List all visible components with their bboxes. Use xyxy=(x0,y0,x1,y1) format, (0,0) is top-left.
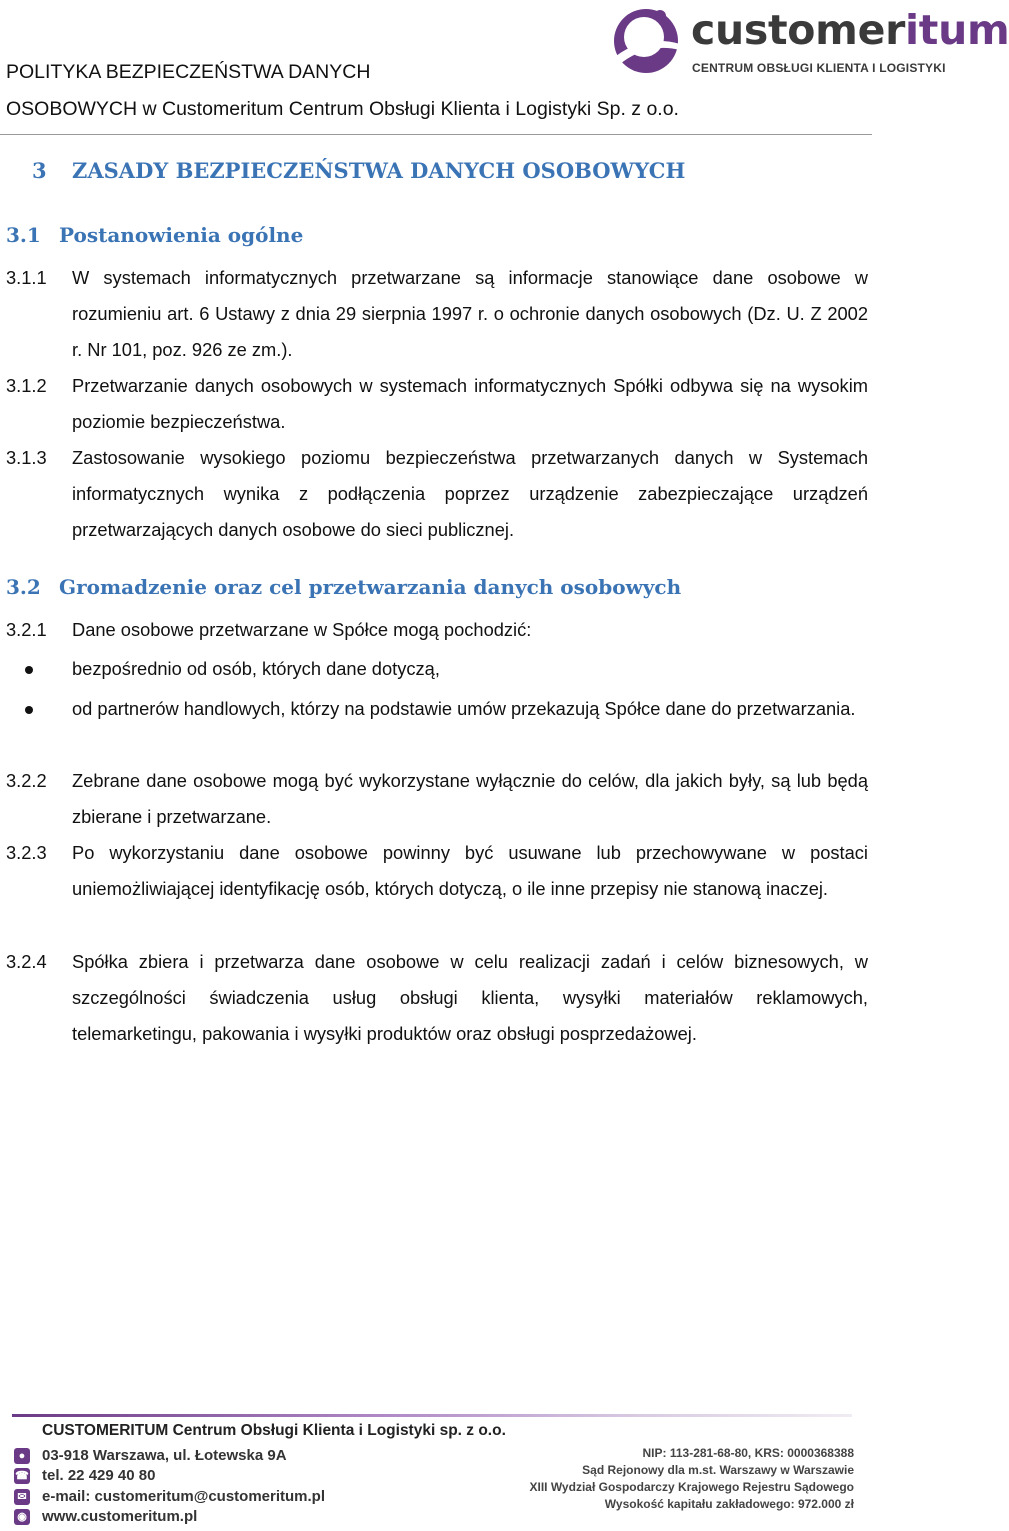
document-title-line2: OSOBOWYCH w Customeritum Centrum Obsługi Klienta i Logistyki Sp. z o.o. xyxy=(6,98,679,120)
mail-icon: ✉ xyxy=(14,1489,30,1505)
footer-share-capital: Wysokość kapitału zakładowego: 972.000 zł xyxy=(604,1497,854,1511)
subsection-number: 3.1 xyxy=(6,223,41,247)
section-3-1-heading xyxy=(6,223,303,247)
footer-court: Sąd Rejonowy dla m.st. Warszawy w Warszawie xyxy=(582,1463,854,1477)
list-item-text: od partnerów handlowych, którzy na podstawie umów przekazują Spółce dane do przetwarzania. xyxy=(72,698,856,719)
document-title-line1: POLITYKA BEZPIECZEŃSTWA DANYCH xyxy=(6,61,371,83)
location-pin-icon: ● xyxy=(14,1448,30,1464)
section-3-heading xyxy=(32,158,685,183)
paragraph-number: 3.2.2 xyxy=(6,770,47,791)
paragraph-number: 3.1.2 xyxy=(6,375,47,396)
logo-word-accent: itum xyxy=(905,6,1009,54)
logo-word-main: customer xyxy=(691,6,906,54)
paragraph-number: 3.1.1 xyxy=(6,267,47,288)
paragraph-text: Spółka zbiera i przetwarza dane osobowe w celu realizacji zadań i celów biznesowych, w szczególności świadczenia usług obsługi klienta, wysyłki materiałów reklamowych, telemarketingu, pakowania i wysyłki produktów oraz obsługi posprzedażowej. xyxy=(72,951,868,1044)
subsection-number: 3.2 xyxy=(6,575,41,599)
list-item-text: bezpośrednio od osób, których dane dotyczą, xyxy=(72,658,440,679)
paragraph-number: 3.2.3 xyxy=(6,842,47,863)
bullet-icon xyxy=(25,666,33,674)
section-title: ZASADY BEZPIECZEŃSTWA DANYCH OSOBOWYCH xyxy=(72,158,686,183)
logo-subtitle: CENTRUM OBSŁUGI KLIENTA I LOGISTYKI xyxy=(692,61,946,75)
section-number: 3 xyxy=(32,158,47,183)
footer-address: 03-918 Warszawa, ul. Łotewska 9A xyxy=(42,1447,287,1464)
subsection-title: Postanowienia ogólne xyxy=(59,223,304,247)
subsection-title: Gromadzenie oraz cel przetwarzania danych osobowych xyxy=(59,575,682,599)
paragraph-text: Zebrane dane osobowe mogą być wykorzystane wyłącznie do celów, dla jakich były, są lub będą zbierane i przetwarzane. xyxy=(72,770,868,827)
globe-icon: ◉ xyxy=(14,1509,30,1525)
section-3-2-heading xyxy=(6,575,681,599)
footer-website[interactable]: www.customeritum.pl xyxy=(42,1508,198,1525)
bullet-icon xyxy=(25,706,33,714)
logo-wordmark xyxy=(691,6,1009,54)
footer-divider xyxy=(12,1414,852,1417)
paragraph-number: 3.1.3 xyxy=(6,447,47,468)
paragraph-text: Przetwarzanie danych osobowych w systemach informatycznych Spółki odbywa się na wysokim poziomie bezpieczeństwa. xyxy=(72,375,868,432)
footer-email[interactable]: e-mail: customeritum@customeritum.pl xyxy=(42,1488,326,1505)
paragraph-number: 3.2.4 xyxy=(6,951,47,972)
paragraph-text: Po wykorzystaniu dane osobowe powinny być usuwane lub przechowywane w postaci uniemożliwiającej identyfikację osób, których dotyczą, o ile inne przepisy nie stanową inaczej. xyxy=(72,842,868,899)
footer-phone: tel. 22 429 40 80 xyxy=(42,1467,156,1484)
page-footer xyxy=(0,1410,960,1531)
company-logo xyxy=(610,4,1009,78)
header-divider xyxy=(0,134,872,135)
paragraph-text: Zastosowanie wysokiego poziomu bezpieczeństwa przetwarzanych danych w Systemach informatycznych wynika z podłączenia poprzez urządzenie zabezpieczające urządzeń przetwarzających danych osobowe do sieci publicznej. xyxy=(72,447,868,540)
paragraph-text: W systemach informatycznych przetwarzane są informacje stanowiące dane osobowe w rozumieniu art. 6 Ustawy z dnia 29 sierpnia 1997 r. o ochronie danych osobowych (Dz. U. Z 2002 r. Nr 101, poz. 926 ze zm.). xyxy=(72,267,868,360)
footer-court-division: XIII Wydział Gospodarczy Krajowego Rejestru Sądowego xyxy=(529,1480,854,1494)
footer-company-name: CUSTOMERITUM Centrum Obsługi Klienta i Logistyki sp. z o.o. xyxy=(42,1422,506,1439)
footer-nip-krs: NIP: 113-281-68-80, KRS: 0000368388 xyxy=(642,1446,854,1460)
paragraph-text: Dane osobowe przetwarzane w Spółce mogą pochodzić: xyxy=(72,619,532,640)
paragraph-number: 3.2.1 xyxy=(6,619,47,640)
phone-icon: ☎ xyxy=(15,1470,29,1482)
logo-emblem-icon xyxy=(610,4,682,78)
